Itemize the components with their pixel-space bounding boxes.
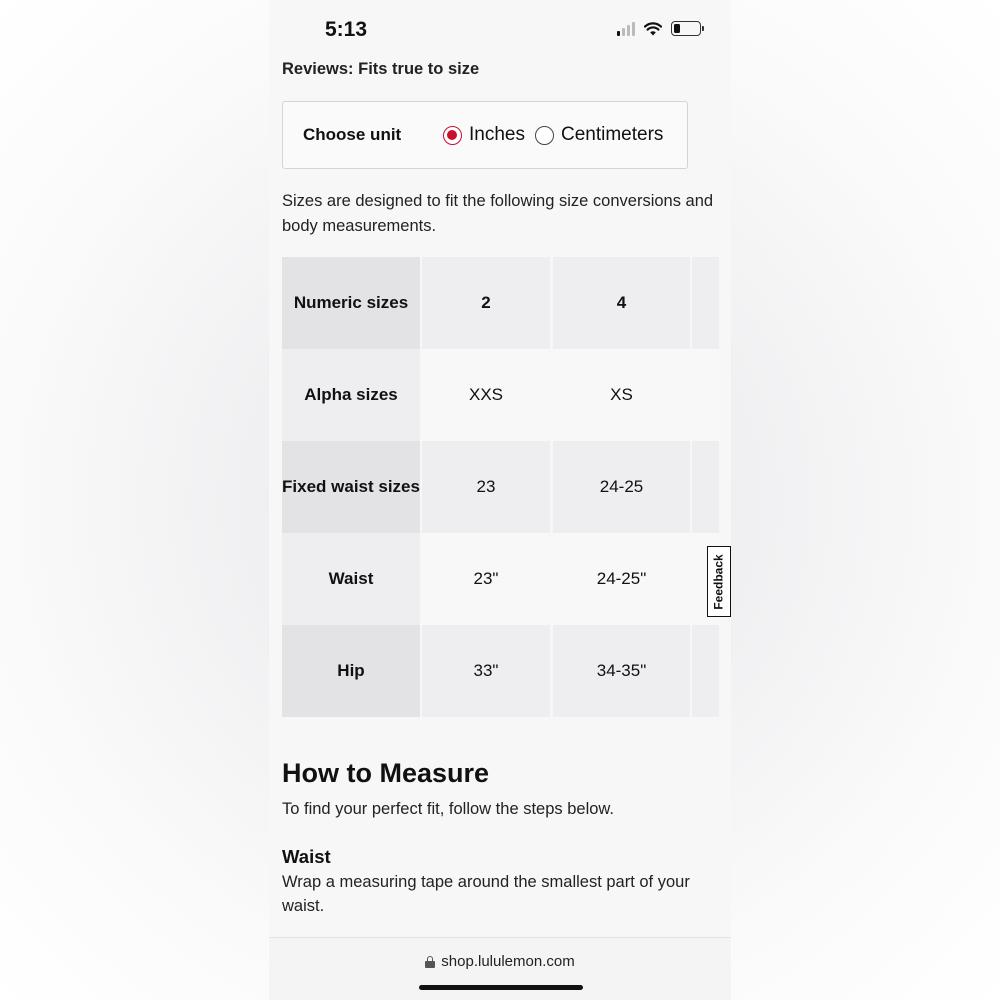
- table-cell: XXS: [422, 349, 550, 441]
- feedback-tab-label[interactable]: Feedback: [712, 553, 727, 610]
- table-cell-clipped: [692, 441, 719, 533]
- feedback-tab[interactable]: [707, 546, 731, 617]
- table-row: [282, 625, 719, 717]
- radio-unchecked-icon[interactable]: [535, 126, 554, 145]
- row-label: Waist: [282, 533, 420, 625]
- table-cell: 23": [422, 533, 550, 625]
- row-label: Alpha sizes: [282, 349, 420, 441]
- radio-inches-label[interactable]: Inches: [469, 124, 525, 145]
- table-cell-clipped: [692, 349, 719, 441]
- table-row: [282, 533, 719, 625]
- status-time: 5:13: [325, 18, 368, 41]
- table-cell: 23: [422, 441, 550, 533]
- table-row: [282, 441, 719, 533]
- row-label: Numeric sizes: [282, 257, 420, 349]
- waist-description: Wrap a measuring tape around the smallest part of your waist.: [282, 873, 690, 915]
- table-row: [282, 349, 719, 441]
- table-cell: 4: [553, 257, 690, 349]
- table-cell: 24-25": [553, 533, 690, 625]
- how-to-measure-heading: How to Measure: [282, 758, 490, 788]
- reviews-fit-text: Reviews: Fits true to size: [282, 60, 480, 78]
- table-cell: XS: [553, 349, 690, 441]
- status-icons: [617, 21, 701, 36]
- how-to-measure-subtitle: To find your perfect fit, follow the steps below.: [282, 800, 615, 818]
- wifi-icon: [644, 22, 662, 36]
- radio-inches[interactable]: [443, 124, 525, 146]
- table-cell-clipped: [692, 257, 719, 349]
- url-text[interactable]: shop.lululemon.com: [441, 953, 575, 970]
- radio-centimeters[interactable]: [535, 124, 663, 146]
- radio-checked-icon[interactable]: [443, 126, 462, 145]
- table-cell: 34-35": [553, 625, 690, 717]
- waist-heading: Waist: [282, 846, 331, 867]
- table-cell: 2: [422, 257, 550, 349]
- table-cell: 24-25: [553, 441, 690, 533]
- radio-centimeters-label[interactable]: Centimeters: [561, 124, 664, 145]
- size-chart-table: [282, 257, 719, 717]
- table-row: [282, 257, 719, 349]
- phone-screen: [269, 0, 731, 1000]
- cellular-signal-icon: [617, 22, 635, 36]
- row-label: Fixed waist sizes: [282, 441, 420, 533]
- browser-url-bar[interactable]: [269, 937, 731, 1000]
- home-indicator[interactable]: [419, 985, 583, 990]
- table-cell-clipped: [692, 625, 719, 717]
- lock-icon: [425, 956, 435, 968]
- row-label: Hip: [282, 625, 420, 717]
- url-display[interactable]: [269, 953, 731, 970]
- battery-icon: [671, 21, 701, 36]
- unit-chooser-label: Choose unit: [303, 125, 402, 144]
- size-intro-text: Sizes are designed to fit the following size conversions and body measurements.: [282, 192, 714, 235]
- unit-chooser: [282, 101, 688, 169]
- table-cell: 33": [422, 625, 550, 717]
